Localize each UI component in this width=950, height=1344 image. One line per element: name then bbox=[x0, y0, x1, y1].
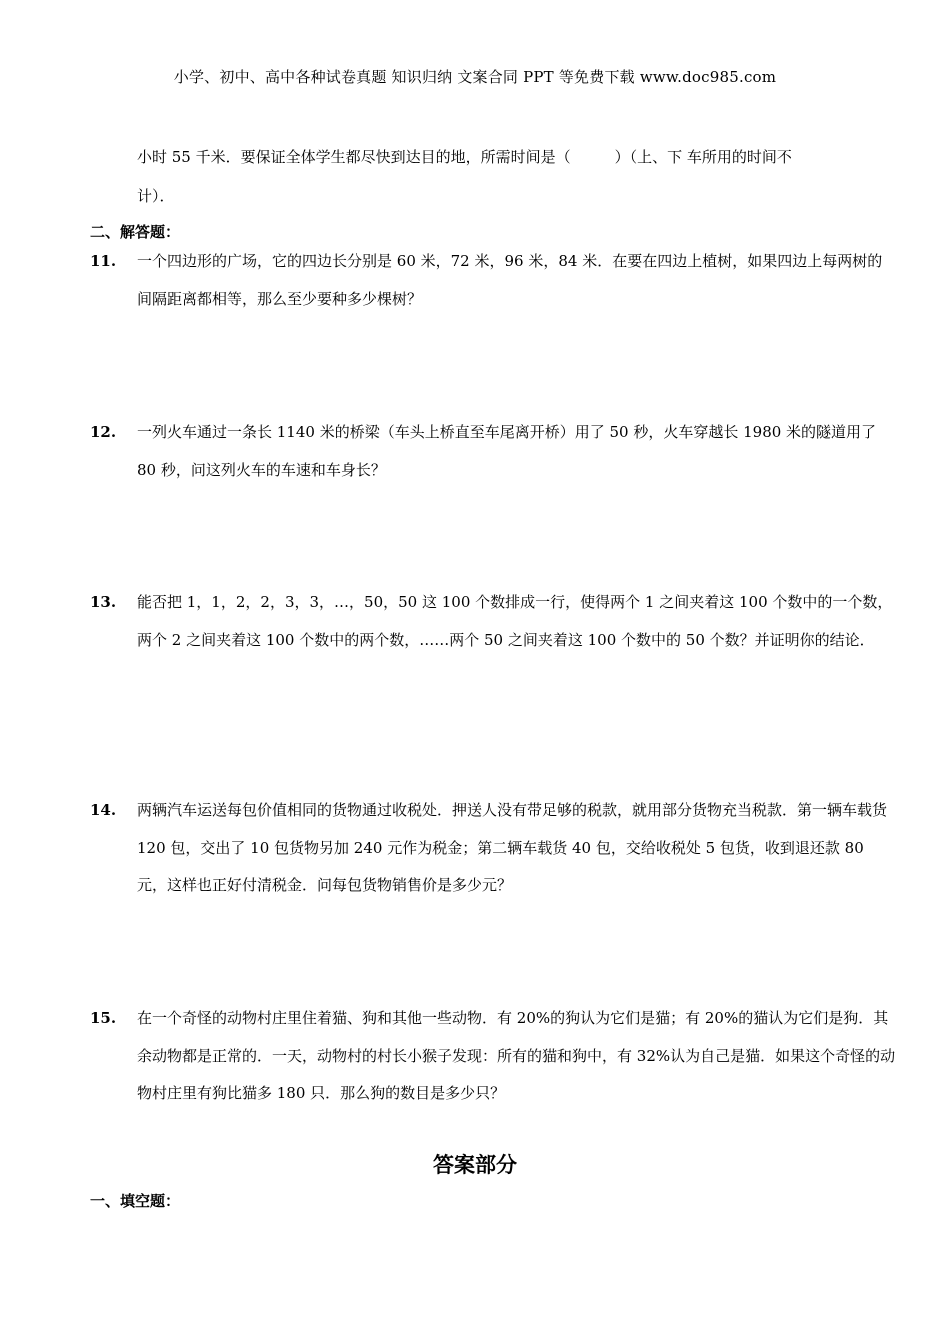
q10-continuation-line2: 计）． bbox=[137, 187, 175, 205]
section-1-title: 一、填空题： bbox=[90, 1192, 181, 1210]
question-text: 一列火车通过一条长 1140 米的桥梁（车头上桥直至车尾离开桥）用了 50 秒，火车穿越长 1980 米的隧道用了 80 秒，问这列火车的车速和车身长？ bbox=[137, 423, 877, 479]
question-text: 能否把 1，1，2，2，3，3，…，50，50 这 100 个数排成一行，使得两个 1 之间夹着这 100 个数中的一个数，两个 2 之间夹着这 100 个数中的两个数，……两个 50 之间夹着这 100 个数中的 50 个数？并证明你的结论． bbox=[137, 593, 893, 649]
question-number: 13. bbox=[90, 593, 117, 611]
section-2-title: 二、解答题： bbox=[90, 223, 181, 241]
q10-continuation-line1 bbox=[137, 146, 792, 167]
q10-text-a: 小时 55 千米．要保证全体学生都尽快到达目的地，所需时间是（ bbox=[137, 148, 571, 166]
question-text: 两辆汽车运送每包价值相同的货物通过收税处．押送人没有带足够的税款，就用部分货物充当税款．第一辆车载货 120 包，交出了 10 包货物另加 240 元作为税金；第二辆车载货 40 包，交给收税处 5 包货，收到退还款 80 元，这样也正好付清税金．问每包货物销售价是多少元？ bbox=[137, 801, 888, 894]
question-number: 11. bbox=[90, 252, 117, 270]
question-text: 在一个奇怪的动物村庄里住着猫、狗和其他一些动物．有 20%的狗认为它们是猫；有 20%的猫认为它们是狗．其余动物都是正常的．一天，动物村的村长小猴子发现：所有的猫和狗中，有 32%认为自己是猫．如果这个奇怪的动物村庄里有狗比猫多 180 只．那么狗的数目是多少只？ bbox=[137, 1009, 896, 1102]
page-header: 小学、初中、高中各种试卷真题 知识归纳 文案合同 PPT 等免费下载 www.doc985.com bbox=[173, 68, 777, 86]
question-number: 14. bbox=[90, 801, 117, 819]
question-text: 一个四边形的广场，它的四边长分别是 60 米，72 米，96 米，84 米．在要在四边上植树，如果四边上每两树的间隔距离都相等，那么至少要种多少棵树？ bbox=[137, 252, 883, 308]
q10-text-b: ）（上、下 车所用的时间不 bbox=[614, 148, 792, 166]
answers-section-title: 答案部分 bbox=[433, 1152, 517, 1177]
question-number: 12. bbox=[90, 423, 117, 441]
question-number: 15. bbox=[90, 1009, 117, 1027]
